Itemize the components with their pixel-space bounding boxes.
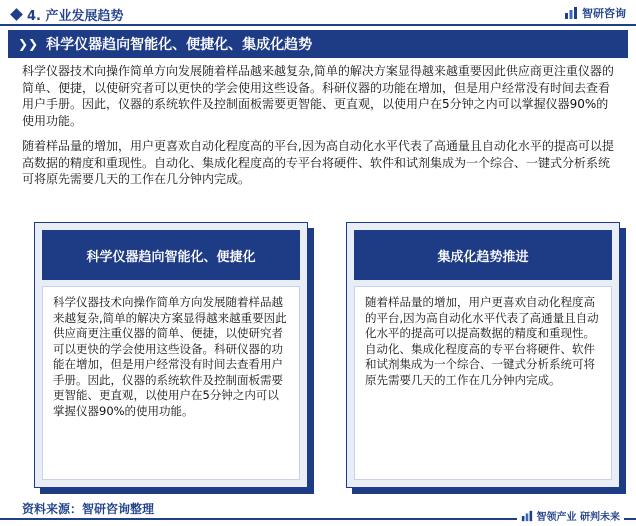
brand: [564, 5, 626, 21]
card-title: 科学仪器趋向智能化、便捷化: [42, 230, 300, 280]
section-title: [12, 5, 124, 24]
intro-paragraph-2: 随着样品量的增加，用户更喜欢自动化程度高的平台,因为高自动化水平代表了高通量且自动化水平的提高可以提高数据的精度和重现性。自动化、集成化程度高的专平台将硬件、软件和试剂集成为一个综合、一键式分析系统可将原先需要几天的工作在几分钟内完成。: [22, 139, 614, 186]
footer-brand: [517, 508, 624, 523]
card-title: 集成化趋势推进: [354, 230, 612, 280]
intro-paragraph-1: 科学仪器技术向操作简单方向发展随着样品越来越复杂,简单的解决方案显得越来越重要因此供应商更注重仪器的简单、便捷，以使研究者可以更快的学会使用这些设备。科研仪器的功能在增加，但是用户经常没有时间去查看用户手册。因此，仪器的系统软件及控制面板需要更智能、更直观，以使用户在5分钟之内可以掌握仪器90%的使用功能。: [22, 64, 614, 128]
brand-name: 智研咨询: [582, 7, 626, 20]
card-body: 科学仪器技术向操作简单方向发展随着样品越来越复杂,简单的解决方案显得越来越重要因此供应商更注重仪器的简单、便捷，以使研究者可以更快的学会使用这些设备。科研仪器的功能在增加，但是用户经常没有时间去查看用户手册。因此，仪器的系统软件及控制面板需要更智能、更直观，以使用户在5分钟之内可以掌握仪器90%的使用功能。: [42, 286, 300, 480]
card-intelligent-convenient: [34, 222, 314, 494]
section-title-text: 4. 产业发展趋势: [27, 9, 124, 24]
header-rule: [0, 24, 636, 26]
card-integration: [346, 222, 626, 494]
data-source: 资料来源：智研咨询整理: [22, 502, 155, 516]
topic-banner: [8, 30, 628, 58]
zhiyan-logo-icon: [564, 6, 578, 20]
footer: [0, 496, 636, 526]
banner-title: 科学仪器趋向智能化、便捷化、集成化趋势: [46, 37, 313, 53]
card-body: 随着样品量的增加，用户更喜欢自动化程度高的平台,因为高自动化水平代表了高通量且自动化水平的提高可以提高数据的精度和重现性。自动化、集成化程度高的专平台将硬件、软件和试剂集成为一个综合、一键式分析系统可将原先需要几天的工作在几分钟内完成。: [354, 286, 612, 480]
top-bar: [0, 0, 636, 26]
zhiyan-logo-icon: [521, 510, 533, 522]
footer-slogan: 智领产业 研判未来: [536, 512, 620, 523]
diamond-icon: [10, 8, 23, 21]
double-chevron-icon: ❯❯: [18, 37, 39, 51]
